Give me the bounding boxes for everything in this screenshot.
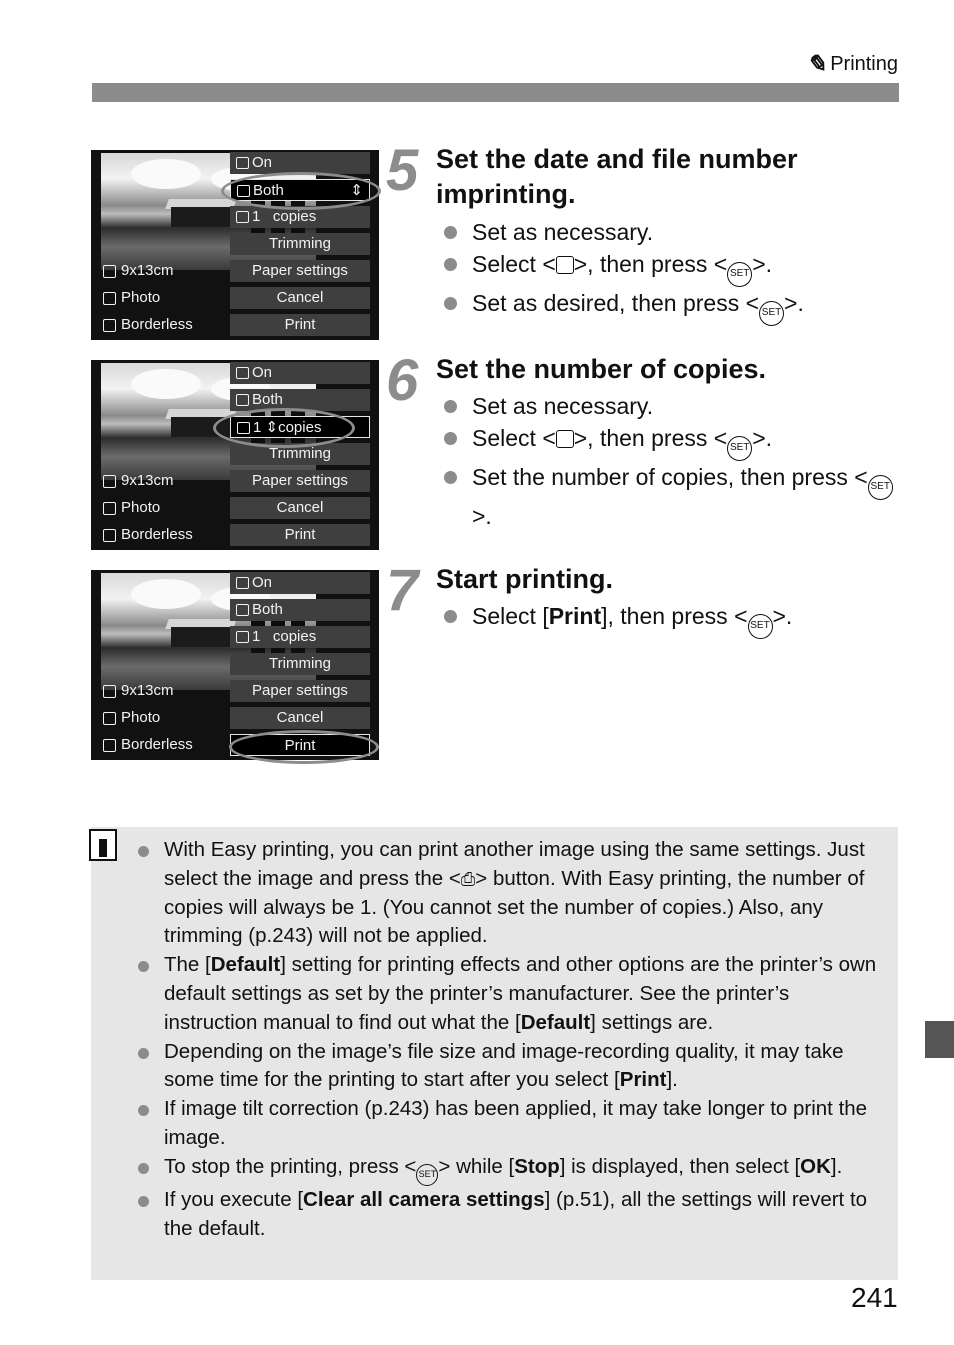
screen-label-borderless: Borderless [103,524,193,546]
screen-label-photo: Photo [103,287,160,309]
screen-label-size: 9x13cm [103,260,174,282]
screen-row-copies: 1 copies [230,206,370,228]
note-icon [89,829,117,861]
list-item: Set the number of copies, then press < SET>. [442,461,902,532]
section-header [806,50,898,79]
list-item: Depending on the image’s file size and image-recording quality, it may take some time for the printing to start after you select [Print]. [136,1038,886,1096]
camera-screen-6 [91,360,379,550]
screen-row-on: On [230,362,370,384]
screen-label-borderless: Borderless [103,734,193,756]
list-item: To stop the printing, press < SET > while [Stop] is displayed, then select [OK]. [136,1153,886,1186]
highlight-oval [221,172,381,210]
list-item: Set as desired, then press < SET >. [442,287,902,326]
screen-row-copies: 1 copies [230,626,370,648]
list-item: With Easy printing, you can print another image using the same settings. Just select the image and press the <⎙> button. With Easy printing, the number of copies will always be 1. (You cannot set the number of copies.) Also, any trimming (p.243) will not be applied. [136,836,886,951]
set-button-icon: SET [748,614,773,639]
screen-row-paper-settings: Paper settings [230,260,370,282]
screen-label-borderless: Borderless [103,314,193,336]
screen-label-size: 9x13cm [103,470,174,492]
screen-row-print: Print [230,734,370,756]
set-button-icon: SET [727,262,752,287]
highlight-oval [229,730,379,764]
step-number-7: 7 [386,558,419,623]
screen-row-cancel: Cancel [230,707,370,729]
header-bar [92,83,899,102]
screen-row-print: Print [230,524,370,546]
step-list-7 [442,600,902,639]
print-share-icon: ⎙ [460,868,476,889]
step-title-7: Start printing. [436,564,613,594]
screen-row-trimming: Trimming [230,653,370,675]
screen-row-imprint: Both [230,599,370,621]
screen-row-paper-settings: Paper settings [230,470,370,492]
step-number-5: 5 [386,138,419,203]
set-button-icon: SET [868,475,893,500]
screen-label-size: 9x13cm [103,680,174,702]
screen-row-trimming: Trimming [230,443,370,465]
list-item: The [Default] setting for printing effects and other options are the printer’s own default settings as set by the printer’s manufacturer. See the printer’s instruction manual to find out what the [Default] settings are. [136,951,886,1037]
list-item: Select < >, then press < SET >. [442,422,902,461]
set-button-icon: SET [416,1164,438,1186]
screen-label-photo: Photo [103,707,160,729]
screen-row-paper-settings: Paper settings [230,680,370,702]
list-item: Set as necessary. [442,390,902,422]
screen-row-imprint: Both [230,389,370,411]
step-list-5 [442,216,902,326]
section-title: Printing [830,53,898,75]
step-title-6: Set the number of copies. [436,354,767,384]
screen-row-trimming: Trimming [230,233,370,255]
list-item: Select < >, then press < SET >. [442,248,902,287]
set-button-icon: SET [759,301,784,326]
imprint-icon [556,256,574,274]
screen-row-copies: 1 ⇕copies [230,416,370,438]
screen-row-on: On [230,572,370,594]
screen-row-cancel: Cancel [230,287,370,309]
list-item: Select [Print], then press < SET >. [442,600,902,639]
set-button-icon: SET [727,436,752,461]
list-item: If image tilt correction (p.243) has been applied, it may take longer to print the image. [136,1095,886,1153]
copies-icon [556,430,574,448]
page-number: 241 [851,1282,898,1313]
step-list-6 [442,390,902,532]
camera-screen-7 [91,570,379,760]
screen-row-print: Print [230,314,370,336]
screen-row-cancel: Cancel [230,497,370,519]
screen-row-on: On [230,152,370,174]
step-number-6: 6 [386,348,419,413]
highlight-oval [213,408,355,448]
step-title-5: Set the date and file number imprinting. [436,144,798,209]
screen-row-imprint: Both ⇕ [230,179,370,201]
list-item: Set as necessary. [442,216,902,248]
pen-icon: ✎ [806,51,827,78]
list-item: If you execute [Clear all camera settings] (p.51), all the settings will revert to the default. [136,1186,886,1244]
chapter-tab [925,1021,954,1058]
note-list [136,836,886,1243]
camera-screen-5 [91,150,379,340]
screen-label-photo: Photo [103,497,160,519]
